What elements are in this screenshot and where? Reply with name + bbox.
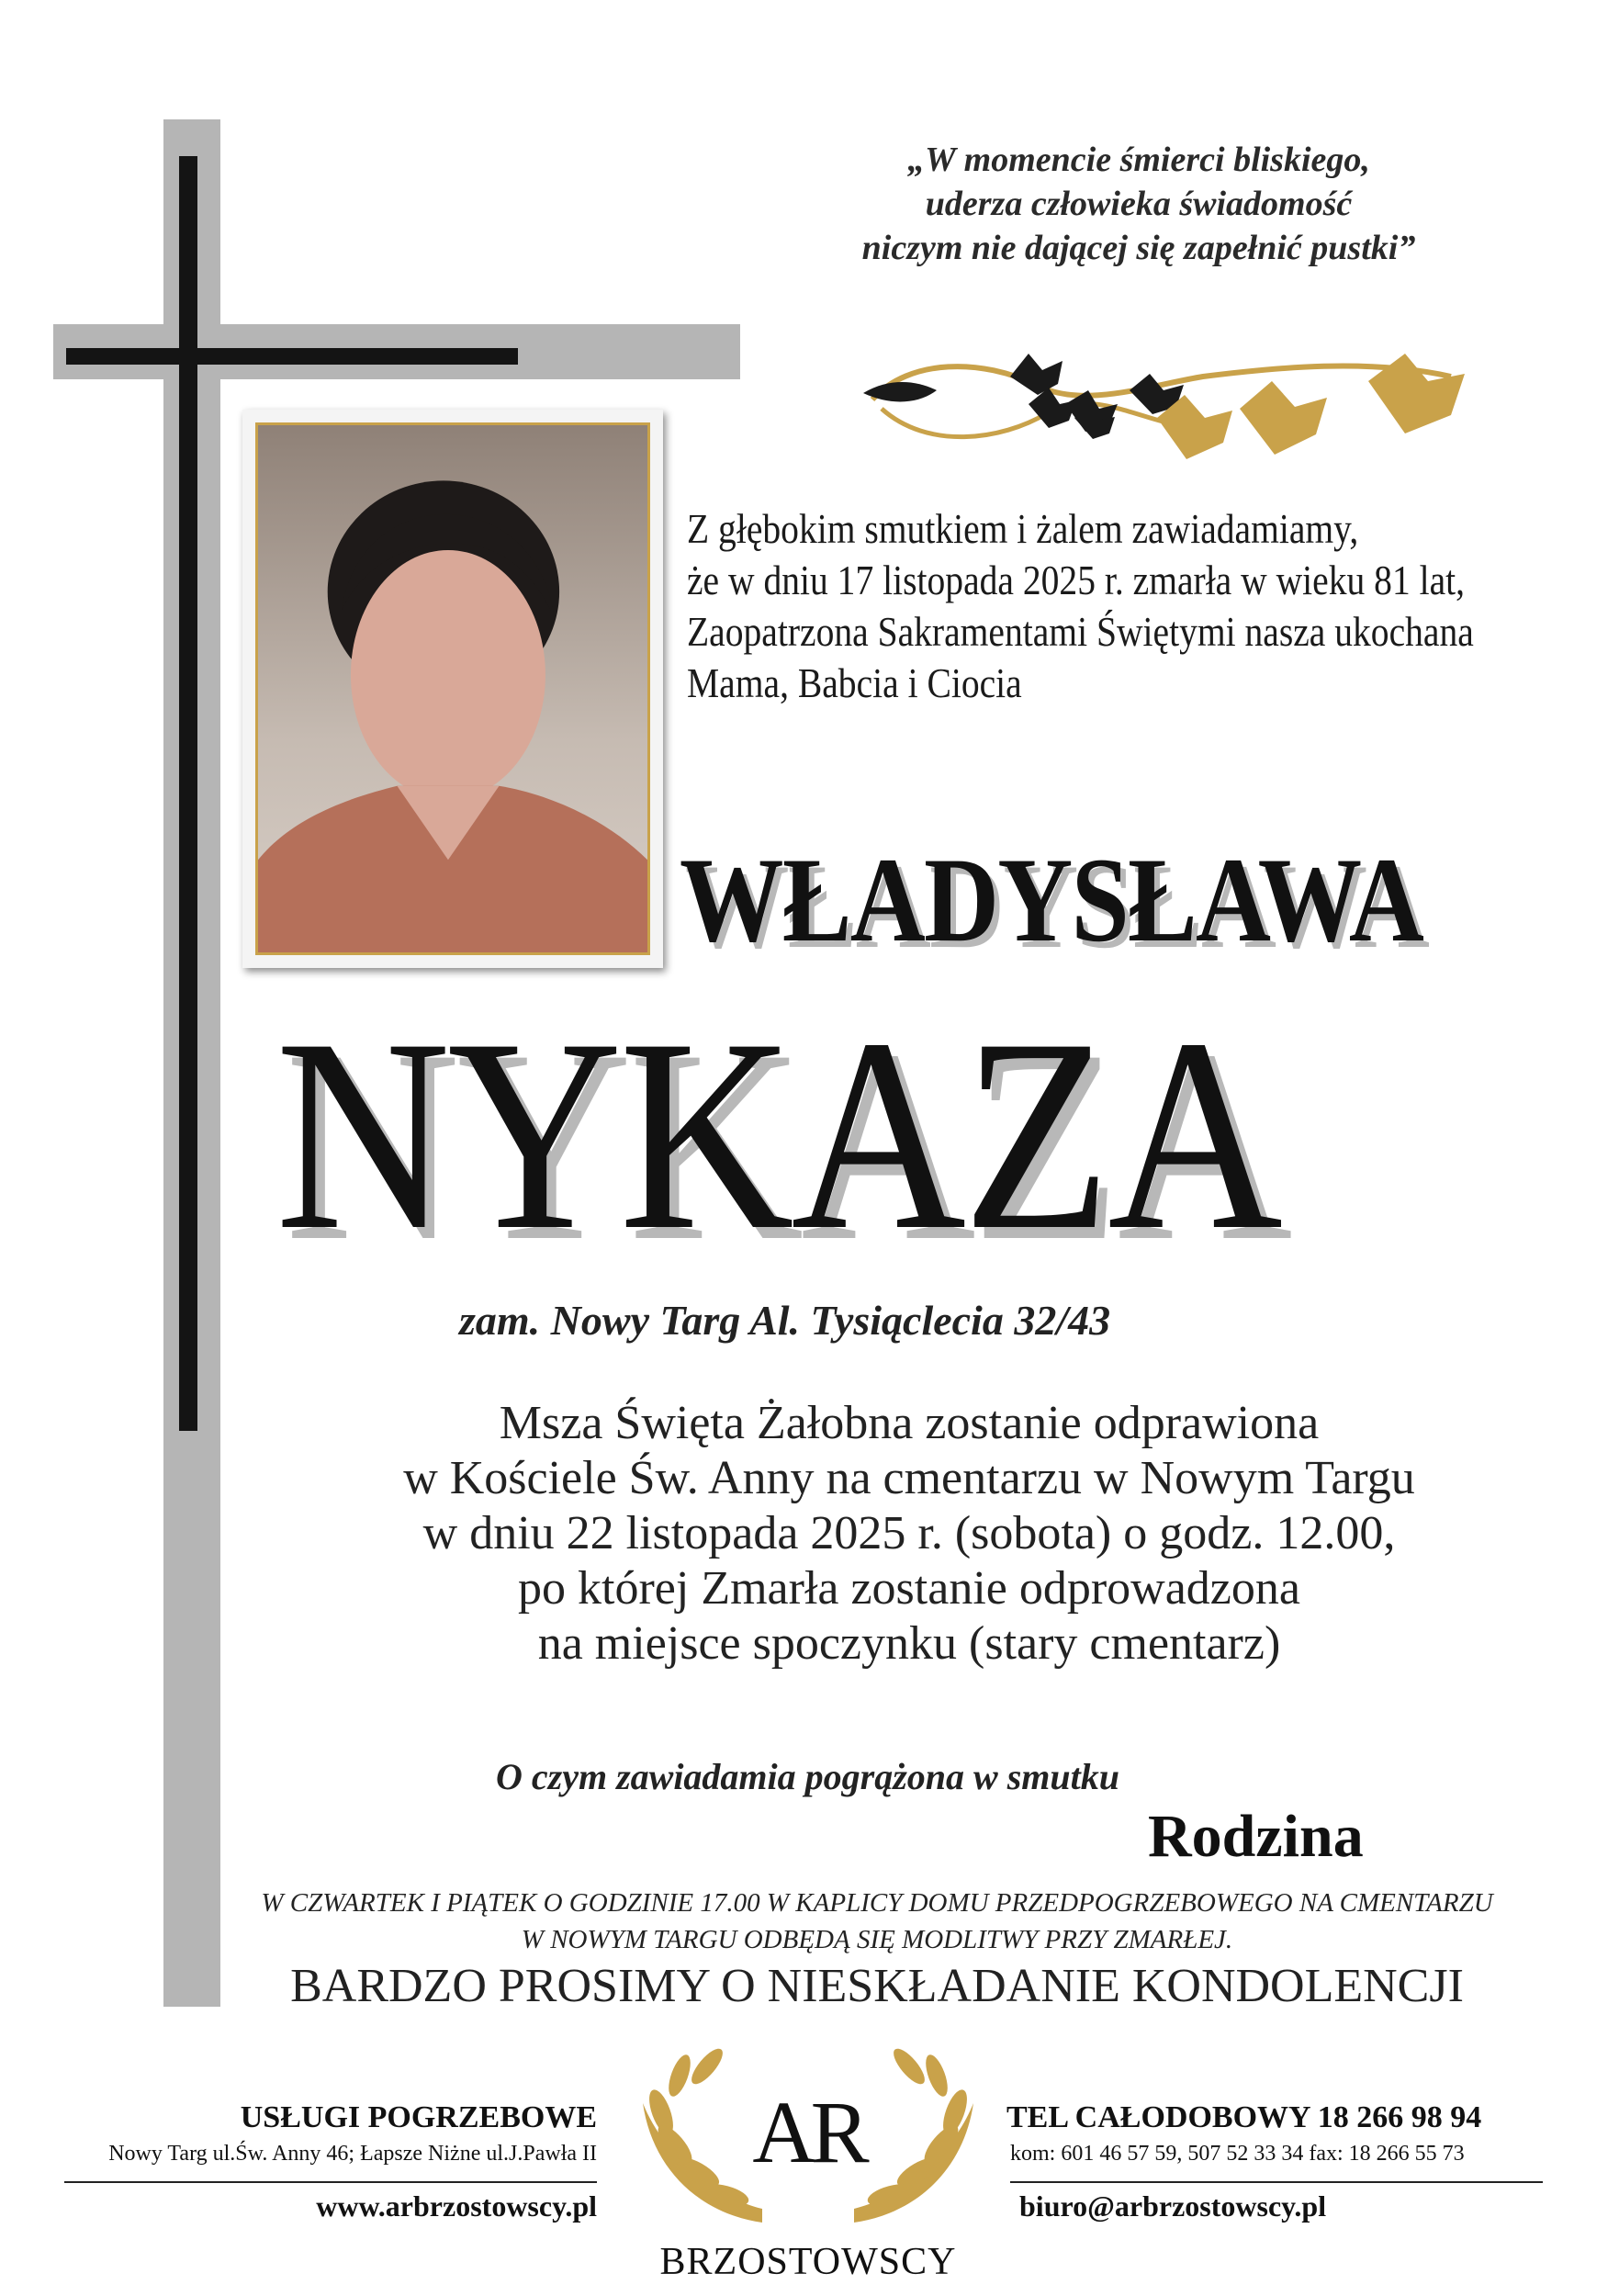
leaf-vine-ornament-icon xyxy=(854,349,1497,487)
email-link[interactable]: biuro@arbrzostowscy.pl xyxy=(1019,2189,1327,2223)
quote-line: uderza człowieka świadomość xyxy=(925,185,1353,223)
quote-line: „W momencie śmierci bliskiego, xyxy=(907,141,1370,179)
prayers-notice xyxy=(220,1885,1534,1958)
prayers-line: W CZWARTEK I PIĄTEK O GODZINIE 17.00 W KAPLICY DOMU PRZEDPOGRZEBOWEGO NA CMENTARZU xyxy=(261,1888,1493,1918)
phone-numbers: kom: 601 46 57 59, 507 52 33 34 fax: 18 266 55 73 xyxy=(1010,2142,1465,2166)
footer-divider xyxy=(64,2181,597,2183)
intro-line: Mama, Babcia i Ciocia xyxy=(687,659,1022,706)
mass-line: w dniu 22 listopada 2025 r. (sobota) o godz. 12.00, xyxy=(422,1507,1396,1559)
phone-24h: TEL CAŁODOBOWY 18 266 98 94 xyxy=(1006,2100,1482,2134)
intro-line: Zaopatrzona Sakramentami Świętymi nasza ukochana xyxy=(687,608,1474,655)
memorial-quote xyxy=(744,138,1534,270)
funeral-mass-details xyxy=(294,1396,1524,1671)
intro-line: że w dniu 17 listopada 2025 r. zmarła w wieku 81 lat, xyxy=(687,557,1466,603)
logo-company-name: BRZOSTOWSCY xyxy=(659,2241,957,2283)
mass-line: Msza Święta Żałobna zostanie odprawiona xyxy=(499,1397,1320,1449)
quote-line: niczym nie dającej się zapełnić pustki” xyxy=(861,229,1416,267)
funeral-services-title: USŁUGI POGRZEBOWE xyxy=(240,2100,597,2134)
company-logo xyxy=(624,2039,992,2287)
mass-line: w Kościele Św. Anny na cmentarzu w Nowym Targu xyxy=(403,1452,1415,1504)
informing-line: O czym zawiadamia pogrążona w smutku xyxy=(496,1756,1120,1797)
deceased-last-name: NYKAZA xyxy=(275,982,1280,1287)
mass-line: po której Zmarła zostanie odprowadzona xyxy=(518,1562,1300,1615)
portrait-photo-frame xyxy=(242,410,663,968)
funeral-services-address: Nowy Targ ul.Św. Anny 46; Łapsze Niżne ul.J.Pawła II xyxy=(108,2142,597,2166)
condolence-request: BARDZO PROSIMY O NIESKŁADANIE KONDOLENCJI xyxy=(290,1960,1464,2012)
footer-divider xyxy=(1010,2181,1543,2183)
mass-line: na miejsce spoczynku (stary cmentarz) xyxy=(537,1617,1281,1670)
deceased-address: zam. Nowy Targ Al. Tysiąclecia 32/43 xyxy=(459,1297,1111,1344)
portrait-photo xyxy=(255,422,650,955)
intro-line: Z głębokim smutkiem i żalem zawiadamiamy, xyxy=(687,505,1359,552)
website-link[interactable]: www.arbrzostowscy.pl xyxy=(316,2189,597,2223)
cross-arm xyxy=(66,348,518,365)
deceased-first-name: WŁADYSŁAWA xyxy=(680,832,1423,967)
logo-monogram: AR xyxy=(752,2083,864,2181)
prayers-line: W NOWYM TARGU ODBĘDĄ SIĘ MODLITWY PRZY ZMARŁEJ. xyxy=(521,1925,1233,1954)
family-signature: Rodzina xyxy=(1148,1803,1364,1870)
announcement-intro xyxy=(687,503,1474,709)
